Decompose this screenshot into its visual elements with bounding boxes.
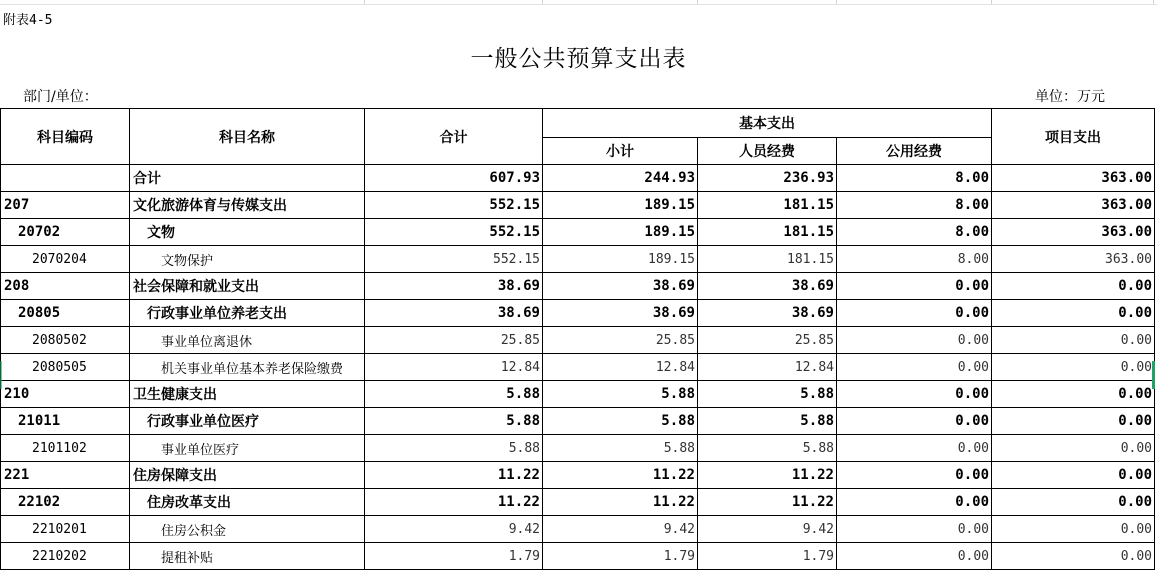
department-label: 部门/单位： xyxy=(23,89,98,105)
total-cell[interactable]: 1.79 xyxy=(365,543,543,570)
table-row xyxy=(1,408,1155,435)
subtotal-cell[interactable]: 38.69 xyxy=(543,273,698,300)
subtotal-cell[interactable]: 189.15 xyxy=(543,192,698,219)
project-cell[interactable]: 0.00 xyxy=(992,408,1155,435)
project-cell[interactable]: 0.00 xyxy=(992,462,1155,489)
subtotal-cell[interactable]: 38.69 xyxy=(543,300,698,327)
total-cell[interactable]: 607.93 xyxy=(365,165,543,192)
code-cell[interactable]: 208 xyxy=(1,273,130,300)
total-cell[interactable]: 5.88 xyxy=(365,381,543,408)
table-row xyxy=(1,327,1155,354)
public-cell[interactable]: 0.00 xyxy=(837,381,992,408)
sheet-top-gridlines xyxy=(0,0,1157,4)
personnel-cell[interactable]: 38.69 xyxy=(698,300,837,327)
code-cell[interactable]: 2101102 xyxy=(1,435,130,462)
subtotal-cell[interactable]: 12.84 xyxy=(543,354,698,381)
subtotal-cell[interactable]: 189.15 xyxy=(543,246,698,273)
unit-label: 单位：万元 xyxy=(1035,89,1105,105)
public-cell[interactable]: 8.00 xyxy=(837,165,992,192)
table-row xyxy=(1,489,1155,516)
code-cell[interactable]: 20702 xyxy=(1,219,130,246)
public-cell[interactable]: 0.00 xyxy=(837,327,992,354)
name-cell[interactable]: 提租补贴 xyxy=(130,543,365,570)
project-cell[interactable]: 0.00 xyxy=(992,543,1155,570)
public-cell[interactable]: 0.00 xyxy=(837,354,992,381)
subtotal-cell[interactable]: 5.88 xyxy=(543,408,698,435)
header-total[interactable]: 合计 xyxy=(365,109,543,165)
personnel-cell[interactable]: 181.15 xyxy=(698,192,837,219)
code-cell[interactable]: 221 xyxy=(1,462,130,489)
subtotal-cell[interactable]: 11.22 xyxy=(543,462,698,489)
project-cell[interactable]: 0.00 xyxy=(992,300,1155,327)
name-cell[interactable]: 文物保护 xyxy=(130,246,365,273)
code-cell[interactable]: 21011 xyxy=(1,408,130,435)
header-subtotal[interactable]: 小计 xyxy=(543,138,698,165)
public-cell[interactable]: 0.00 xyxy=(837,435,992,462)
table-row xyxy=(1,192,1155,219)
subtotal-cell[interactable]: 244.93 xyxy=(543,165,698,192)
code-cell[interactable]: 2070204 xyxy=(1,246,130,273)
personnel-cell[interactable]: 11.22 xyxy=(698,462,837,489)
budget-expenditure-table xyxy=(0,108,1155,570)
page-title: 一般公共预算支出表 xyxy=(470,46,687,72)
code-cell[interactable]: 20805 xyxy=(1,300,130,327)
personnel-cell[interactable]: 9.42 xyxy=(698,516,837,543)
header-project[interactable]: 项目支出 xyxy=(992,109,1155,165)
header-basic[interactable]: 基本支出 xyxy=(543,109,992,138)
code-cell[interactable]: 2080502 xyxy=(1,327,130,354)
personnel-cell[interactable]: 5.88 xyxy=(698,408,837,435)
project-cell[interactable]: 0.00 xyxy=(992,327,1155,354)
table-row xyxy=(1,462,1155,489)
public-cell[interactable]: 0.00 xyxy=(837,462,992,489)
personnel-cell[interactable]: 1.79 xyxy=(698,543,837,570)
name-cell[interactable]: 住房保障支出 xyxy=(130,462,365,489)
name-cell[interactable]: 文化旅游体育与传媒支出 xyxy=(130,192,365,219)
code-cell[interactable]: 207 xyxy=(1,192,130,219)
name-cell[interactable]: 社会保障和就业支出 xyxy=(130,273,365,300)
public-cell[interactable]: 0.00 xyxy=(837,489,992,516)
name-cell[interactable]: 合计 xyxy=(130,165,365,192)
total-cell[interactable]: 552.15 xyxy=(365,219,543,246)
total-cell[interactable]: 552.15 xyxy=(365,192,543,219)
public-cell[interactable]: 0.00 xyxy=(837,516,992,543)
name-cell[interactable]: 文物 xyxy=(130,219,365,246)
project-cell[interactable]: 363.00 xyxy=(992,246,1155,273)
subtotal-cell[interactable]: 5.88 xyxy=(543,435,698,462)
project-cell[interactable]: 0.00 xyxy=(992,435,1155,462)
personnel-cell[interactable]: 181.15 xyxy=(698,219,837,246)
project-cell[interactable]: 363.00 xyxy=(992,165,1155,192)
table-row xyxy=(1,543,1155,570)
public-cell[interactable]: 8.00 xyxy=(837,219,992,246)
name-cell[interactable]: 机关事业单位基本养老保险缴费 xyxy=(130,354,365,381)
project-cell[interactable]: 0.00 xyxy=(992,273,1155,300)
total-cell[interactable]: 5.88 xyxy=(365,408,543,435)
code-cell[interactable]: 2210201 xyxy=(1,516,130,543)
personnel-cell[interactable]: 236.93 xyxy=(698,165,837,192)
subtotal-cell[interactable]: 25.85 xyxy=(543,327,698,354)
cell-selection-marker xyxy=(1152,361,1155,389)
personnel-cell[interactable]: 11.22 xyxy=(698,489,837,516)
public-cell[interactable]: 0.00 xyxy=(837,300,992,327)
total-cell[interactable]: 11.22 xyxy=(365,462,543,489)
name-cell[interactable]: 卫生健康支出 xyxy=(130,381,365,408)
subtotal-cell[interactable]: 9.42 xyxy=(543,516,698,543)
public-cell[interactable]: 0.00 xyxy=(837,408,992,435)
personnel-cell[interactable]: 5.88 xyxy=(698,381,837,408)
header-personnel[interactable]: 人员经费 xyxy=(698,138,837,165)
header-name[interactable]: 科目名称 xyxy=(130,109,365,165)
subtotal-cell[interactable]: 5.88 xyxy=(543,381,698,408)
header-public[interactable]: 公用经费 xyxy=(837,138,992,165)
table-row xyxy=(1,300,1155,327)
public-cell[interactable]: 0.00 xyxy=(837,273,992,300)
personnel-cell[interactable]: 5.88 xyxy=(698,435,837,462)
code-cell[interactable] xyxy=(1,165,130,192)
row-selection-marker xyxy=(0,361,2,389)
public-cell[interactable]: 8.00 xyxy=(837,192,992,219)
total-cell[interactable]: 38.69 xyxy=(365,273,543,300)
project-cell[interactable]: 363.00 xyxy=(992,192,1155,219)
project-cell[interactable]: 0.00 xyxy=(992,354,1155,381)
total-cell[interactable]: 5.88 xyxy=(365,435,543,462)
header-code[interactable]: 科目编码 xyxy=(1,109,130,165)
public-cell[interactable]: 0.00 xyxy=(837,543,992,570)
subtotal-cell[interactable]: 1.79 xyxy=(543,543,698,570)
code-cell[interactable]: 210 xyxy=(1,381,130,408)
table-row xyxy=(1,435,1155,462)
name-cell[interactable]: 事业单位医疗 xyxy=(130,435,365,462)
project-cell[interactable]: 363.00 xyxy=(992,219,1155,246)
table-row xyxy=(1,516,1155,543)
public-cell[interactable]: 8.00 xyxy=(837,246,992,273)
personnel-cell[interactable]: 25.85 xyxy=(698,327,837,354)
total-cell[interactable]: 25.85 xyxy=(365,327,543,354)
name-cell[interactable]: 住房公积金 xyxy=(130,516,365,543)
attachment-note: 附表4-5 xyxy=(3,13,53,28)
personnel-cell[interactable]: 38.69 xyxy=(698,273,837,300)
project-cell[interactable]: 0.00 xyxy=(992,381,1155,408)
total-cell[interactable]: 12.84 xyxy=(365,354,543,381)
name-cell[interactable]: 住房改革支出 xyxy=(130,489,365,516)
table-row xyxy=(1,165,1155,192)
name-cell[interactable]: 行政事业单位医疗 xyxy=(130,408,365,435)
total-cell[interactable]: 552.15 xyxy=(365,246,543,273)
project-cell[interactable]: 0.00 xyxy=(992,516,1155,543)
table-row xyxy=(1,354,1155,381)
total-cell[interactable]: 11.22 xyxy=(365,489,543,516)
name-cell[interactable]: 行政事业单位养老支出 xyxy=(130,300,365,327)
code-cell[interactable]: 2080505 xyxy=(1,354,130,381)
table-row xyxy=(1,381,1155,408)
name-cell[interactable]: 事业单位离退休 xyxy=(130,327,365,354)
personnel-cell[interactable]: 12.84 xyxy=(698,354,837,381)
personnel-cell[interactable]: 181.15 xyxy=(698,246,837,273)
table-row xyxy=(1,246,1155,273)
code-cell[interactable]: 2210202 xyxy=(1,543,130,570)
table-row xyxy=(1,219,1155,246)
project-cell[interactable]: 0.00 xyxy=(992,489,1155,516)
total-cell[interactable]: 38.69 xyxy=(365,300,543,327)
total-cell[interactable]: 9.42 xyxy=(365,516,543,543)
subtotal-cell[interactable]: 189.15 xyxy=(543,219,698,246)
table-row xyxy=(1,273,1155,300)
code-cell[interactable]: 22102 xyxy=(1,489,130,516)
subtotal-cell[interactable]: 11.22 xyxy=(543,489,698,516)
